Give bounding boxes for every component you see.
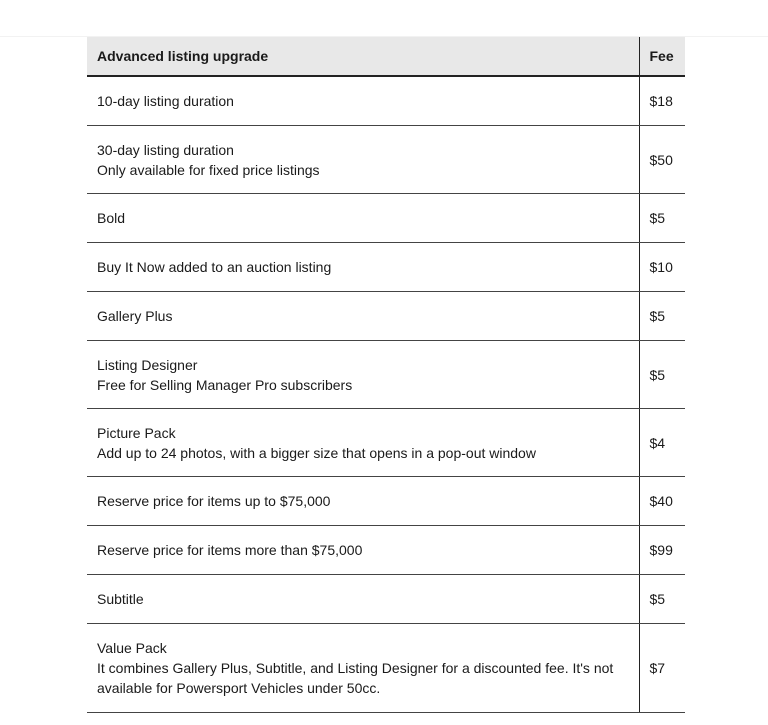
upgrade-cell: [87, 526, 639, 575]
fee-cell: $5: [639, 292, 685, 341]
fee-cell: $5: [639, 575, 685, 624]
upgrade-title: 10-day listing duration: [97, 93, 234, 109]
fee-cell: $4: [639, 409, 685, 477]
table-row: [87, 292, 685, 341]
table-row: [87, 341, 685, 409]
upgrade-cell: [87, 477, 639, 526]
upgrade-title: Bold: [97, 210, 126, 226]
listing-upgrade-fees-table: [87, 37, 685, 713]
upgrade-title: Gallery Plus: [97, 308, 173, 324]
table-row: [87, 477, 685, 526]
upgrade-cell: [87, 243, 639, 292]
table-row: [87, 126, 685, 194]
table-row: [87, 575, 685, 624]
upgrade-cell: [87, 624, 639, 713]
upgrade-title: Listing Designer: [97, 356, 198, 373]
upgrade-cell: [87, 126, 639, 194]
top-band: [0, 0, 768, 37]
fee-cell: $40: [639, 477, 685, 526]
fee-cell: $5: [639, 341, 685, 409]
upgrade-cell: [87, 341, 639, 409]
fee-cell: $5: [639, 194, 685, 243]
fee-cell: $18: [639, 76, 685, 126]
upgrade-title: Subtitle: [97, 591, 144, 607]
header-fee: Fee: [639, 37, 685, 76]
table-header-row: [87, 37, 685, 76]
table-row: [87, 526, 685, 575]
upgrade-title: Buy It Now added to an auction listing: [97, 259, 332, 275]
upgrade-cell: [87, 575, 639, 624]
upgrade-title: 30-day listing duration: [97, 141, 234, 158]
fee-cell: $7: [639, 624, 685, 713]
upgrade-title: Value Pack: [97, 640, 167, 656]
upgrade-cell: [87, 194, 639, 243]
table-row: [87, 624, 685, 713]
upgrade-note: Only available for fixed price listings: [97, 161, 320, 178]
upgrade-cell: [87, 76, 639, 126]
upgrade-note: It combines Gallery Plus, Subtitle, and Listing Designer for a discounted fee. It's not available for Powersport Vehicles under 50cc.: [97, 660, 614, 696]
upgrade-cell: [87, 409, 639, 477]
table-row: [87, 194, 685, 243]
upgrade-title: Reserve price for items more than $75,000: [97, 542, 363, 558]
header-upgrade: Advanced listing upgrade: [87, 37, 639, 76]
fee-cell: $99: [639, 526, 685, 575]
fee-cell: $50: [639, 126, 685, 194]
table-row: [87, 409, 685, 477]
upgrade-title: Picture Pack: [97, 424, 176, 441]
upgrade-note: Add up to 24 photos, with a bigger size that opens in a pop-out window: [97, 444, 536, 461]
table-row: [87, 76, 685, 126]
upgrade-cell: [87, 292, 639, 341]
upgrade-title: Reserve price for items up to $75,000: [97, 493, 331, 509]
fee-cell: $10: [639, 243, 685, 292]
table-row: [87, 243, 685, 292]
upgrade-note: Free for Selling Manager Pro subscribers: [97, 376, 353, 393]
